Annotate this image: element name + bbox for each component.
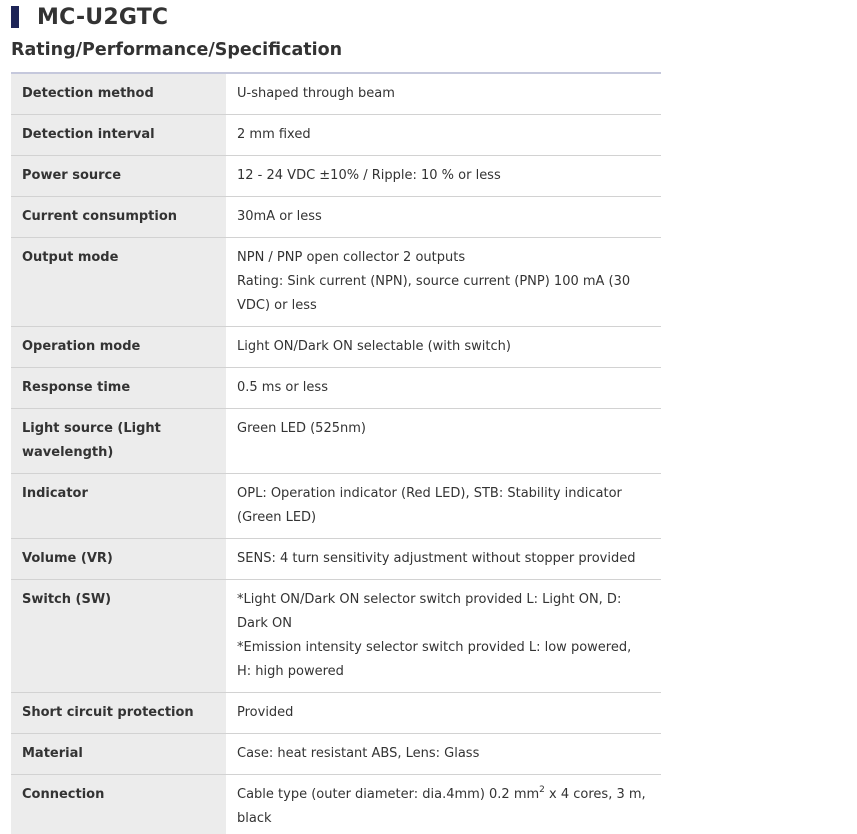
spec-value bbox=[226, 327, 661, 368]
spec-value bbox=[226, 580, 661, 693]
spec-label: Power source bbox=[11, 156, 226, 197]
page-title: MC-U2GTC bbox=[37, 4, 169, 30]
table-row bbox=[11, 327, 661, 368]
spec-label: Indicator bbox=[11, 474, 226, 539]
spec-label: Output mode bbox=[11, 238, 226, 327]
spec-value bbox=[226, 197, 661, 238]
spec-label: Connection bbox=[11, 775, 226, 834]
table-row bbox=[11, 238, 661, 327]
spec-value bbox=[226, 238, 661, 327]
spec-value bbox=[226, 368, 661, 409]
spec-value bbox=[226, 734, 661, 775]
spec-label: Light source (Light wavelength) bbox=[11, 409, 226, 474]
spec-value-line: 30mA or less bbox=[237, 209, 322, 224]
spec-label: Switch (SW) bbox=[11, 580, 226, 693]
spec-value-line: 0.5 ms or less bbox=[237, 380, 328, 395]
table-row bbox=[11, 409, 661, 474]
spec-value-line: Rating: Sink current (NPN), source current (PNP) 100 mA (30 VDC) or less bbox=[237, 274, 631, 313]
table-row bbox=[11, 74, 661, 115]
table-row bbox=[11, 693, 661, 734]
spec-value-line: *Light ON/Dark ON selector switch provided L: Light ON, D: Dark ON bbox=[237, 592, 622, 631]
superscript: 2 bbox=[539, 785, 545, 795]
table-row bbox=[11, 156, 661, 197]
spec-label: Detection method bbox=[11, 74, 226, 115]
spec-value bbox=[226, 775, 661, 834]
spec-value-line: Provided bbox=[237, 705, 294, 720]
spec-value-line: Green LED (525nm) bbox=[237, 421, 366, 436]
spec-value-line: Case: heat resistant ABS, Lens: Glass bbox=[237, 746, 480, 761]
spec-value bbox=[226, 539, 661, 580]
spec-label: Detection interval bbox=[11, 115, 226, 156]
spec-value bbox=[226, 156, 661, 197]
spec-label: Short circuit protection bbox=[11, 693, 226, 734]
spec-value-line: U-shaped through beam bbox=[237, 86, 395, 101]
spec-value bbox=[226, 409, 661, 474]
table-row bbox=[11, 368, 661, 409]
spec-label: Response time bbox=[11, 368, 226, 409]
spec-value bbox=[226, 74, 661, 115]
spec-label: Operation mode bbox=[11, 327, 226, 368]
table-row bbox=[11, 474, 661, 539]
spec-value bbox=[226, 474, 661, 539]
table-row bbox=[11, 197, 661, 238]
spec-label: Volume (VR) bbox=[11, 539, 226, 580]
table-row bbox=[11, 775, 661, 834]
spec-label: Material bbox=[11, 734, 226, 775]
spec-value-line: NPN / PNP open collector 2 outputs bbox=[237, 250, 466, 265]
table-row bbox=[11, 580, 661, 693]
spec-value-text: x 4 cores, 3 m, black bbox=[237, 787, 646, 826]
spec-value-line: *Emission intensity selector switch provided L: low powered, H: high powered bbox=[237, 640, 632, 679]
page-header bbox=[11, 4, 168, 30]
spec-value bbox=[226, 693, 661, 734]
spec-value-line: OPL: Operation indicator (Red LED), STB: Stability indicator (Green LED) bbox=[237, 486, 622, 525]
spec-value-text: Cable type (outer diameter: dia.4mm) 0.2 mm bbox=[237, 787, 540, 802]
spec-value-line: Light ON/Dark ON selectable (with switch) bbox=[237, 339, 511, 354]
spec-value bbox=[226, 115, 661, 156]
spec-value-line: 2 mm fixed bbox=[237, 127, 311, 142]
spec-table bbox=[11, 74, 661, 834]
table-row bbox=[11, 115, 661, 156]
title-accent-bar bbox=[11, 6, 19, 28]
table-row bbox=[11, 539, 661, 580]
spec-value-line: 12 - 24 VDC ±10% / Ripple: 10 % or less bbox=[237, 168, 501, 183]
section-heading: Rating/Performance/Specification bbox=[11, 40, 343, 60]
spec-label: Current consumption bbox=[11, 197, 226, 238]
table-row bbox=[11, 734, 661, 775]
spec-value-line: SENS: 4 turn sensitivity adjustment without stopper provided bbox=[237, 551, 636, 566]
